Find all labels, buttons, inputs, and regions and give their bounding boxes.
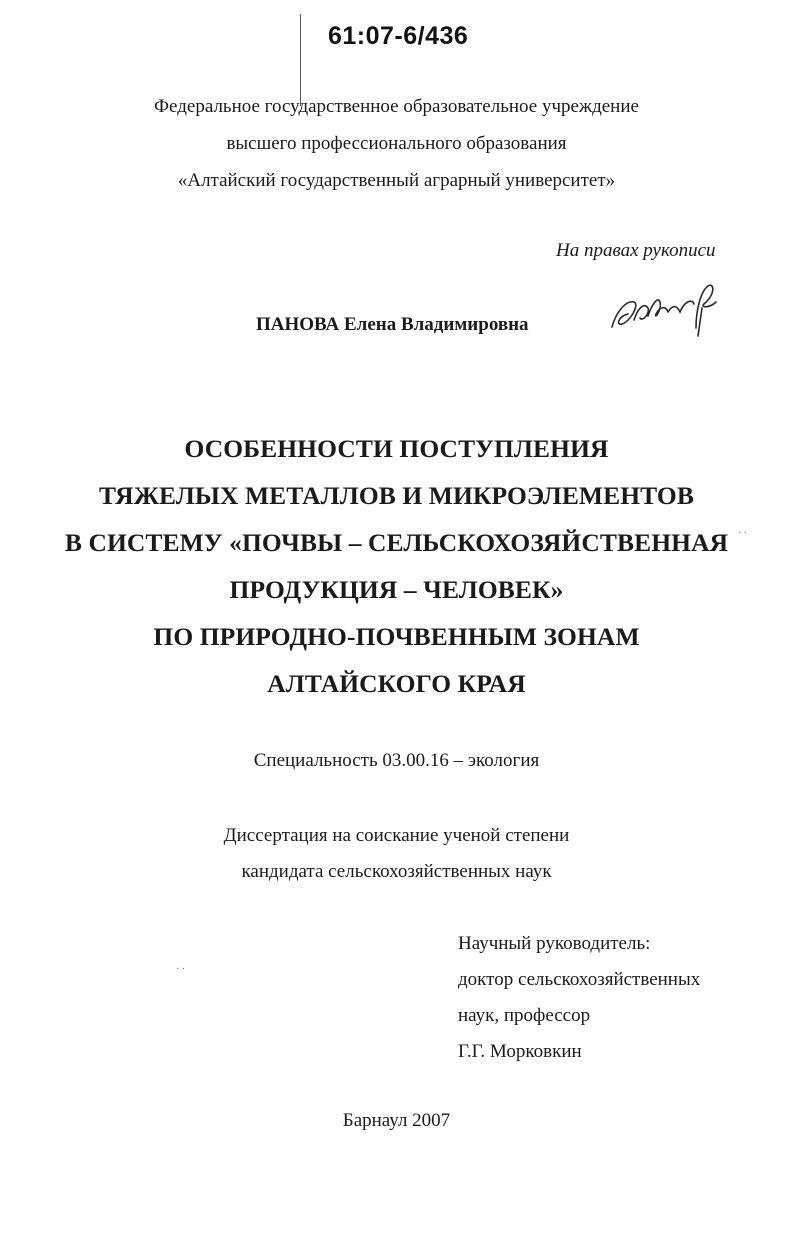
title-line: ТЯЖЕЛЫХ МЕТАЛЛОВ И МИКРОЭЛЕМЕНТОВ bbox=[99, 481, 694, 510]
institution-line: «Алтайский государственный аграрный университет» bbox=[177, 170, 616, 191]
supervisor-block bbox=[458, 926, 700, 1070]
scan-speck: · · bbox=[176, 964, 186, 975]
institution-block bbox=[0, 88, 793, 199]
scan-speck: ‧ ‧ bbox=[738, 528, 747, 539]
institution-line: высшего профессионального образования bbox=[226, 133, 567, 154]
degree-line: Диссертация на соискание ученой степени bbox=[223, 825, 570, 846]
title-line: ПРОДУКЦИЯ – ЧЕЛОВЕК» bbox=[229, 575, 564, 604]
dissertation-title bbox=[0, 425, 793, 707]
supervisor-line: Научный руководитель: bbox=[458, 933, 651, 954]
supervisor-line: доктор сельскохозяйственных bbox=[458, 969, 701, 990]
supervisor-line: Г.Г. Морковкин bbox=[458, 1041, 582, 1062]
place-year: Барнаул 2007 bbox=[342, 1110, 451, 1131]
title-line: АЛТАЙСКОГО КРАЯ bbox=[267, 669, 526, 698]
institution-line: Федеральное государственное образовательное учреждение bbox=[154, 96, 639, 117]
supervisor-line: наук, профессор bbox=[458, 1005, 591, 1026]
title-line: ОСОБЕННОСТИ ПОСТУПЛЕНИЯ bbox=[184, 434, 609, 463]
degree-line: кандидата сельскохозяйственных наук bbox=[241, 861, 552, 882]
handwritten-signature bbox=[604, 272, 734, 342]
title-line: В СИСТЕМУ «ПОЧВЫ – СЕЛЬСКОХОЗЯЙСТВЕННАЯ bbox=[64, 528, 729, 557]
degree-block bbox=[0, 818, 793, 890]
author-name: ПАНОВА Елена Владимировна bbox=[256, 314, 529, 335]
rights-note: На правах рукописи bbox=[556, 240, 716, 261]
catalog-number: 61:07-6/436 bbox=[328, 22, 469, 50]
title-line: ПО ПРИРОДНО-ПОЧВЕННЫМ ЗОНАМ bbox=[153, 622, 640, 651]
specialty: Специальность 03.00.16 – экология bbox=[253, 750, 540, 771]
